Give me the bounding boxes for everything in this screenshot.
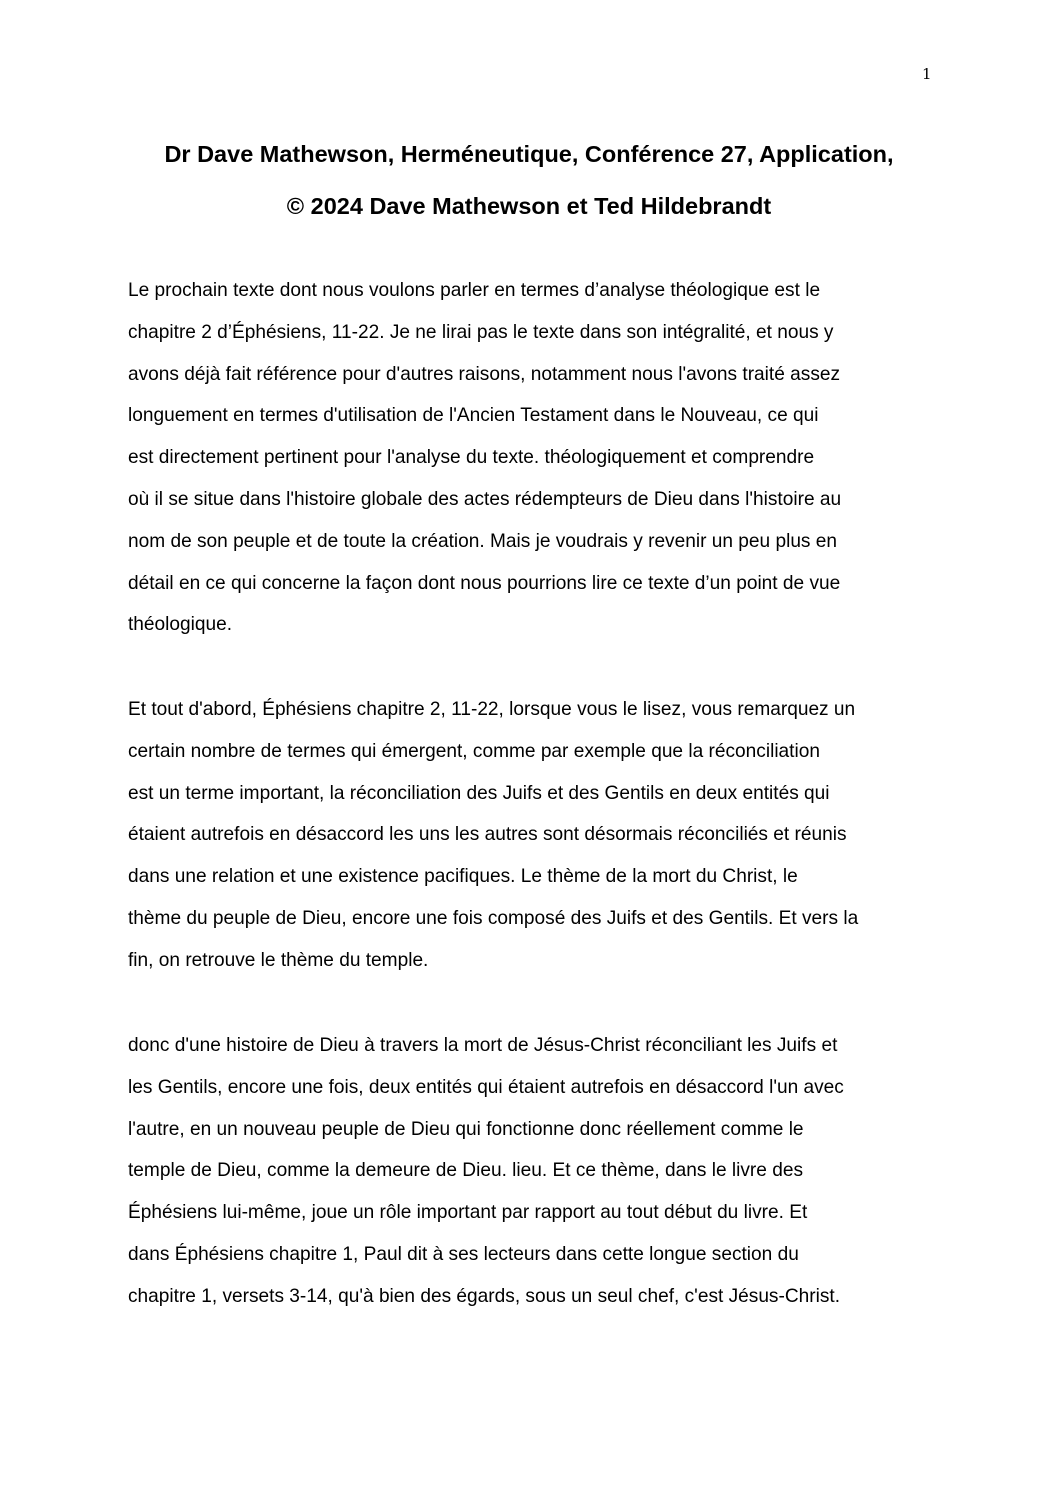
document-title — [0, 128, 1058, 232]
paragraph-1 — [128, 270, 938, 646]
paragraph-2 — [128, 689, 938, 982]
title-line: © 2024 Dave Mathewson et Ted Hildebrandt — [286, 193, 772, 219]
text-line: où il se situe dans l'histoire globale des actes rédempteurs de Dieu dans l'histoire au — [128, 488, 842, 510]
text-line: chapitre 2 d’Éphésiens, 11-22. Je ne lirai pas le texte dans son intégralité, et nous y — [128, 321, 834, 343]
text-line: chapitre 1, versets 3-14, qu'à bien des égards, sous un seul chef, c'est Jésus-Christ. — [128, 1285, 841, 1307]
paragraph-3 — [128, 1025, 938, 1318]
text-line: étaient autrefois en désaccord les uns les autres sont désormais réconciliés et réunis — [128, 824, 847, 846]
text-line: temple de Dieu, comme la demeure de Dieu. lieu. Et ce thème, dans le livre des — [128, 1160, 803, 1182]
text-line: est un terme important, la réconciliation des Juifs et des Gentils en deux entités qui — [128, 782, 830, 804]
text-line: l'autre, en un nouveau peuple de Dieu qui fonctionne donc réellement comme le — [128, 1118, 804, 1140]
text-line: détail en ce qui concerne la façon dont nous pourrions lire ce texte d’un point de vue — [128, 572, 841, 594]
text-line: est directement pertinent pour l'analyse du texte. théologiquement et comprendre — [128, 447, 815, 469]
text-line: les Gentils, encore une fois, deux entités qui étaient autrefois en désaccord l'un avec — [128, 1076, 844, 1098]
text-line: donc d'une histoire de Dieu à travers la mort de Jésus-Christ réconciliant les Juifs et — [128, 1035, 838, 1056]
title-line: Dr Dave Mathewson, Herméneutique, Conférence 27, Application, — [164, 141, 894, 167]
text-line: théologique. — [128, 614, 233, 636]
text-line: thème du peuple de Dieu, encore une fois composé des Juifs et des Gentils. Et vers la — [128, 907, 859, 929]
text-line: nom de son peuple et de toute la création. Mais je voudrais y revenir un peu plus en — [128, 530, 838, 552]
text-line: Le prochain texte dont nous voulons parler en termes d’analyse théologique est le — [128, 280, 821, 301]
text-line: certain nombre de termes qui émergent, comme par exemple que la réconciliation — [128, 740, 820, 762]
text-line: dans Éphésiens chapitre 1, Paul dit à ses lecteurs dans cette longue section du — [128, 1243, 799, 1265]
text-line: avons déjà fait référence pour d'autres raisons, notamment nous l'avons traité assez — [128, 363, 841, 385]
text-line: dans une relation et une existence pacifiques. Le thème de la mort du Christ, le — [128, 866, 798, 888]
text-line: longuement en termes d'utilisation de l'Ancien Testament dans le Nouveau, ce qui — [128, 405, 819, 427]
page-number: 1 — [922, 65, 932, 83]
text-line: Et tout d'abord, Éphésiens chapitre 2, 11-22, lorsque vous le lisez, vous remarquez un — [128, 699, 856, 720]
text-line: Éphésiens lui-même, joue un rôle important par rapport au tout début du livre. Et — [128, 1202, 808, 1224]
text-line: fin, on retrouve le thème du temple. — [128, 949, 429, 971]
